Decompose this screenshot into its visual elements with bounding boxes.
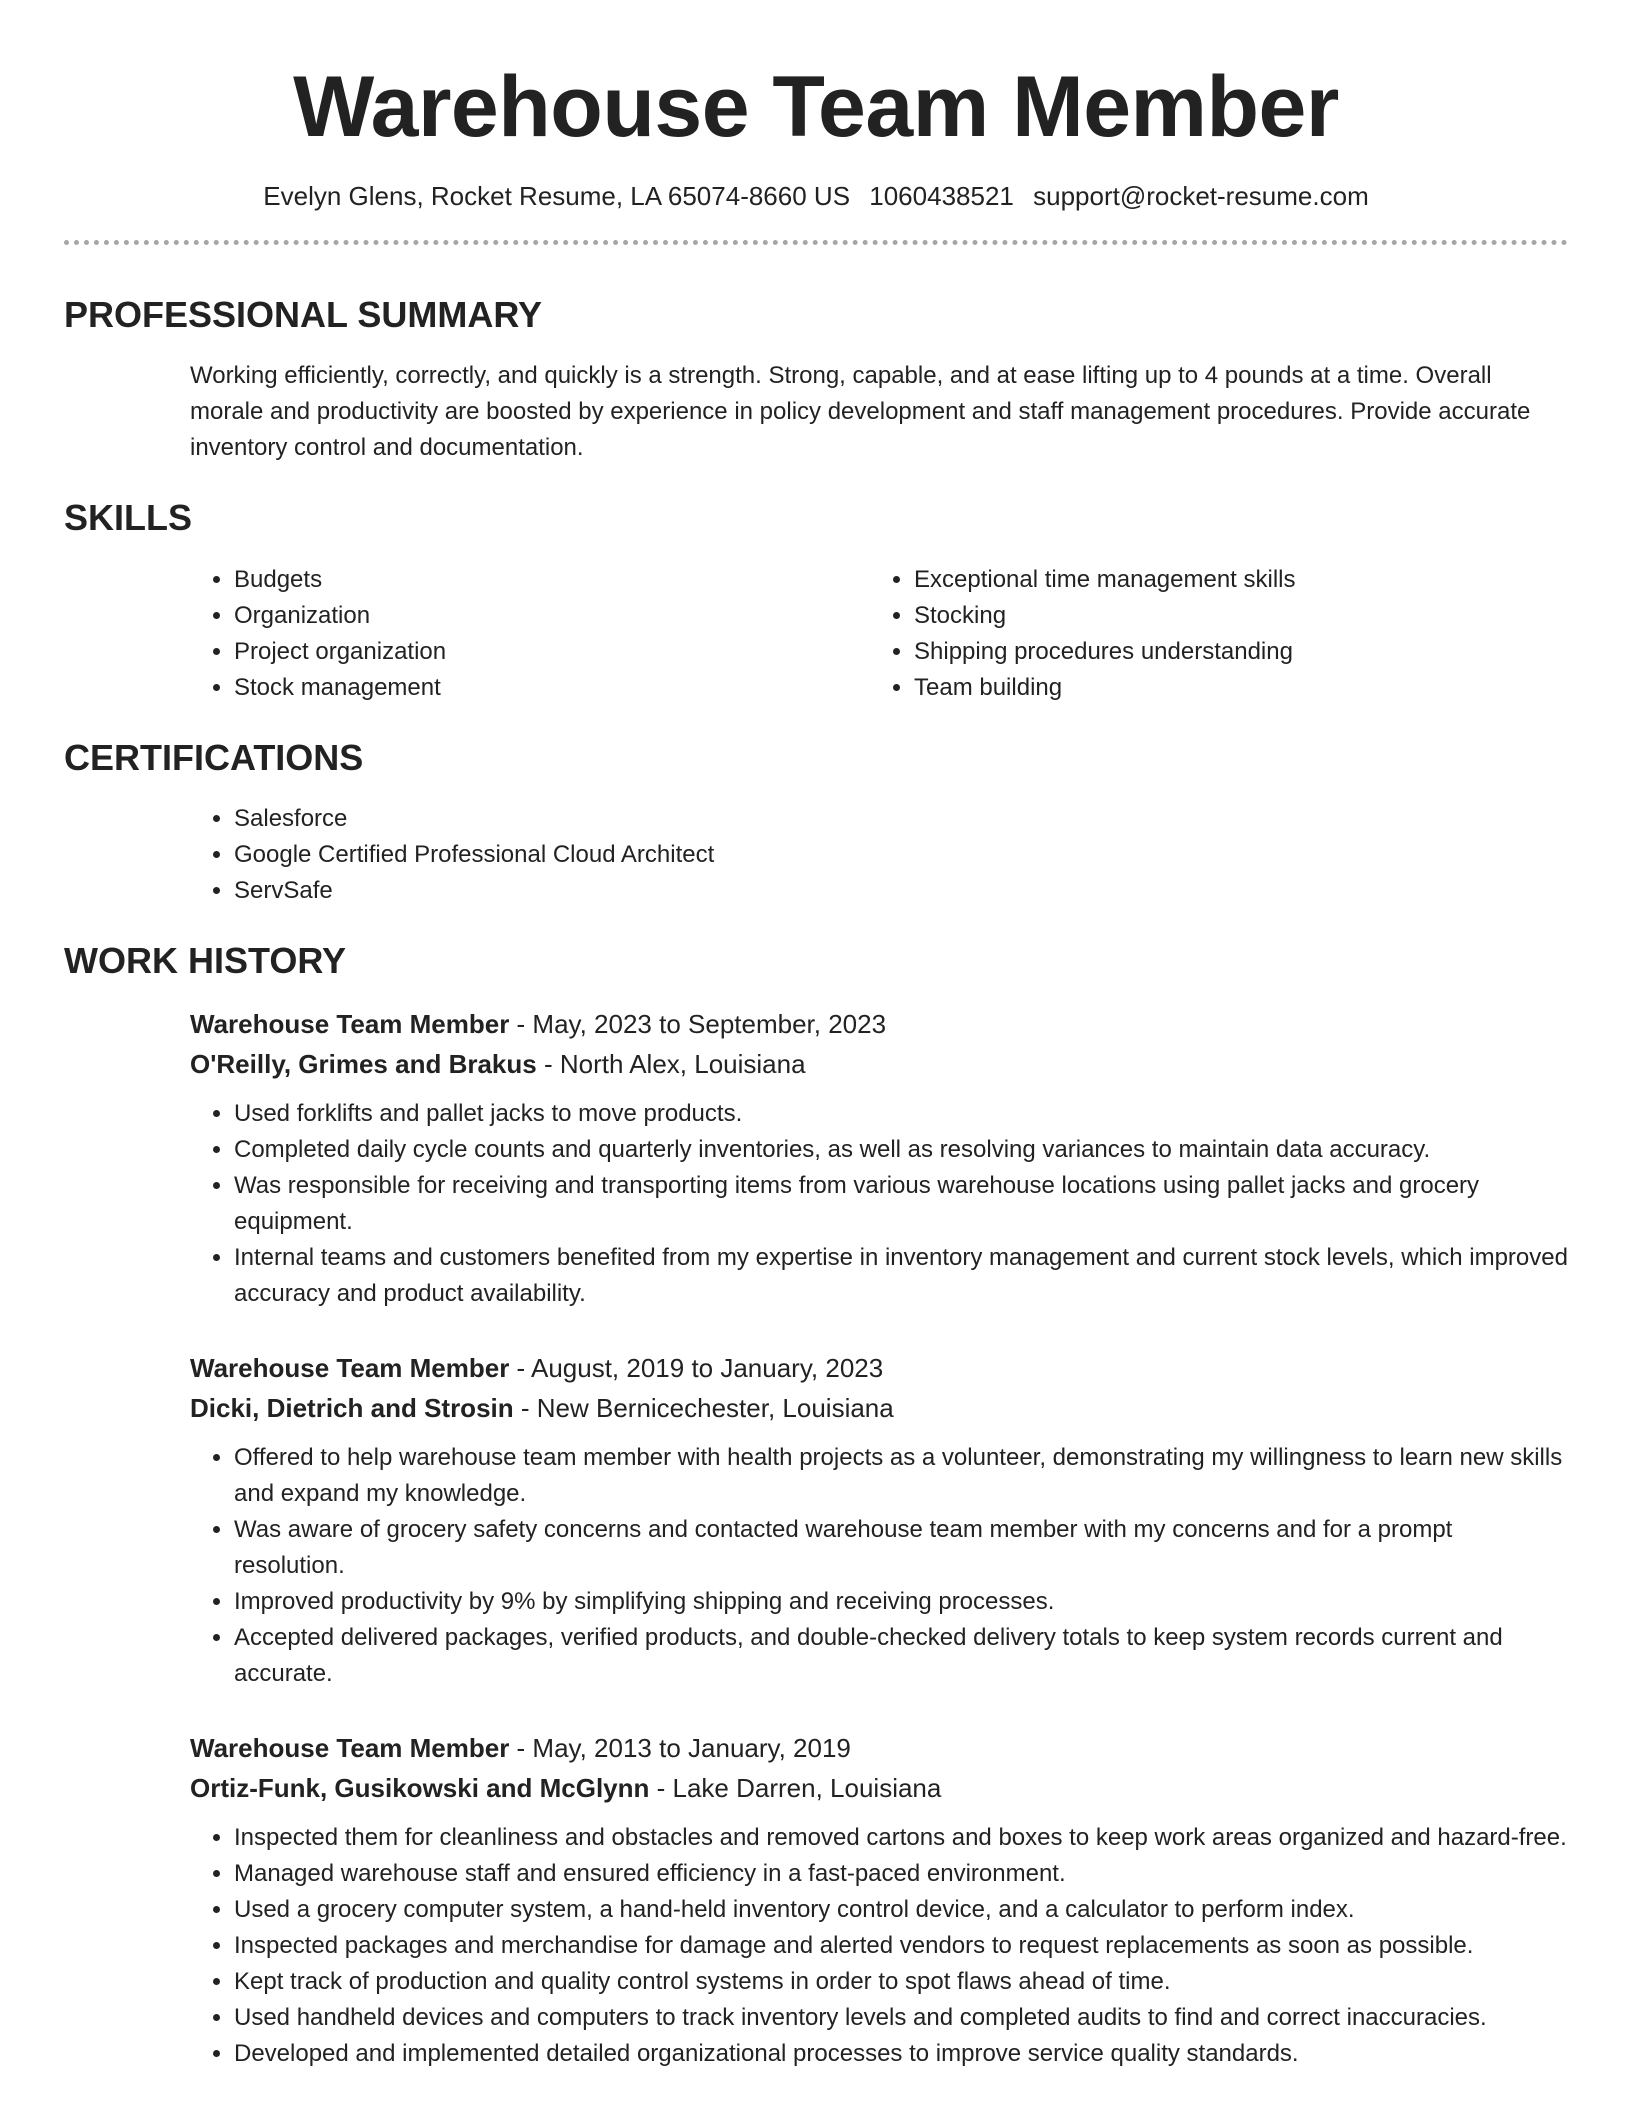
skill-item: • Shipping procedures understanding xyxy=(914,634,1568,670)
job-duties xyxy=(190,1820,1568,2072)
job-company-line xyxy=(190,1388,1568,1428)
job-location: - Lake Darren, Louisiana xyxy=(649,1772,942,1803)
skills-list-left xyxy=(190,562,870,706)
certifications-section xyxy=(64,736,1568,909)
job-duty: • Offered to help warehouse team member with health projects as a volunteer, demonstrating my willingness to learn new skills and expand my knowledge. xyxy=(234,1440,1568,1512)
job-entry xyxy=(190,1004,1568,1312)
resume-name: Warehouse Team Member xyxy=(293,59,1339,155)
job-duty: • Managed warehouse staff and ensured efficiency in a fast-paced environment. xyxy=(234,1856,1568,1892)
summary-title: PROFESSIONAL SUMMARY xyxy=(64,294,543,336)
job-role-line xyxy=(190,1728,1568,1768)
job-company-line xyxy=(190,1044,1568,1084)
summary-body xyxy=(190,358,1568,466)
job-role-line xyxy=(190,1004,1568,1044)
work-history-title: WORK HISTORY xyxy=(64,939,347,981)
header-divider xyxy=(64,240,1568,245)
job-dates: - May, 2013 to January, 2019 xyxy=(509,1732,851,1763)
summary-text: Working efficiently, correctly, and quickly is a strength. Strong, capable, and at ease lifting up to 4 pounds at a time. Overall morale and productivity are boosted by experience in policy development and staff management procedures. Provide accurate inventory control and documentation. xyxy=(190,362,1531,462)
job-company: Dicki, Dietrich and Strosin xyxy=(190,1392,514,1423)
certifications-body xyxy=(190,801,1568,909)
certification-item: • Salesforce xyxy=(234,801,1568,837)
skill-item: • Organization xyxy=(234,598,870,634)
job-duty: • Inspected them for cleanliness and obstacles and removed cartons and boxes to keep work areas organized and hazard-free. xyxy=(234,1820,1568,1856)
job-entry xyxy=(190,1728,1568,2072)
certifications-list xyxy=(190,801,1568,909)
skill-item: • Budgets xyxy=(234,562,870,598)
job-entry xyxy=(190,1348,1568,1692)
skills-list-right xyxy=(870,562,1568,706)
job-duty: • Improved productivity by 9% by simplifying shipping and receiving processes. xyxy=(234,1584,1568,1620)
skills-title: SKILLS xyxy=(64,497,193,539)
job-duty: • Used forklifts and pallet jacks to move products. xyxy=(234,1096,1568,1132)
summary-section xyxy=(64,293,1568,466)
job-duty: • Used handheld devices and computers to track inventory levels and completed audits to find and correct inaccuracies. xyxy=(234,2000,1568,2036)
job-duty: • Developed and implemented detailed organizational processes to improve service quality standards. xyxy=(234,2036,1568,2072)
job-duty: • Inspected packages and merchandise for damage and alerted vendors to request replacements as soon as possible. xyxy=(234,1928,1568,1964)
job-duty: • Completed daily cycle counts and quarterly inventories, as well as resolving variances to maintain data accuracy. xyxy=(234,1132,1568,1168)
job-duty: • Was aware of grocery safety concerns and contacted warehouse team member with my concerns and for a prompt resolution. xyxy=(234,1512,1568,1584)
job-duty: • Used a grocery computer system, a hand-held inventory control device, and a calculator to perform index. xyxy=(234,1892,1568,1928)
skill-item: • Stock management xyxy=(234,670,870,706)
job-role-line xyxy=(190,1348,1568,1388)
skill-item: • Team building xyxy=(914,670,1568,706)
job-dates: - August, 2019 to January, 2023 xyxy=(509,1352,884,1383)
job-location: - North Alex, Louisiana xyxy=(536,1048,806,1079)
certification-item: • Google Certified Professional Cloud Architect xyxy=(234,837,1568,873)
job-company: Ortiz-Funk, Gusikowski and McGlynn xyxy=(190,1772,650,1803)
job-duties xyxy=(190,1440,1568,1692)
contact-email: support@rocket-resume.com xyxy=(1033,181,1369,212)
skill-item: • Stocking xyxy=(914,598,1568,634)
work-history-body xyxy=(190,1004,1568,2072)
skill-item: • Exceptional time management skills xyxy=(914,562,1568,598)
work-history-section xyxy=(64,939,1568,2072)
job-duty: • Accepted delivered packages, verified products, and double-checked delivery totals to keep system records current and accurate. xyxy=(234,1620,1568,1692)
job-location: - New Bernicechester, Louisiana xyxy=(513,1392,894,1423)
skills-section xyxy=(64,496,1568,705)
contact-line xyxy=(64,181,1568,212)
contact-phone: 1060438521 xyxy=(869,181,1014,212)
job-duty: • Internal teams and customers benefited from my expertise in inventory management and current stock levels, which improved accuracy and product availability. xyxy=(234,1240,1568,1312)
job-role: Warehouse Team Member xyxy=(190,1732,510,1763)
job-duty: • Was responsible for receiving and transporting items from various warehouse locations using pallet jacks and grocery equipment. xyxy=(234,1168,1568,1240)
job-role: Warehouse Team Member xyxy=(190,1008,510,1039)
job-duty: • Kept track of production and quality control systems in order to spot flaws ahead of time. xyxy=(234,1964,1568,2000)
job-company-line xyxy=(190,1768,1568,1808)
skill-item: • Project organization xyxy=(234,634,870,670)
job-role: Warehouse Team Member xyxy=(190,1352,510,1383)
contact-address: Evelyn Glens, Rocket Resume, LA 65074-8660 US xyxy=(263,181,851,212)
job-duties xyxy=(190,1096,1568,1312)
certifications-title: CERTIFICATIONS xyxy=(64,736,364,778)
job-company: O'Reilly, Grimes and Brakus xyxy=(190,1048,537,1079)
certification-item: • ServSafe xyxy=(234,873,1568,909)
skills-grid xyxy=(190,562,1568,706)
job-dates: - May, 2023 to September, 2023 xyxy=(509,1008,887,1039)
